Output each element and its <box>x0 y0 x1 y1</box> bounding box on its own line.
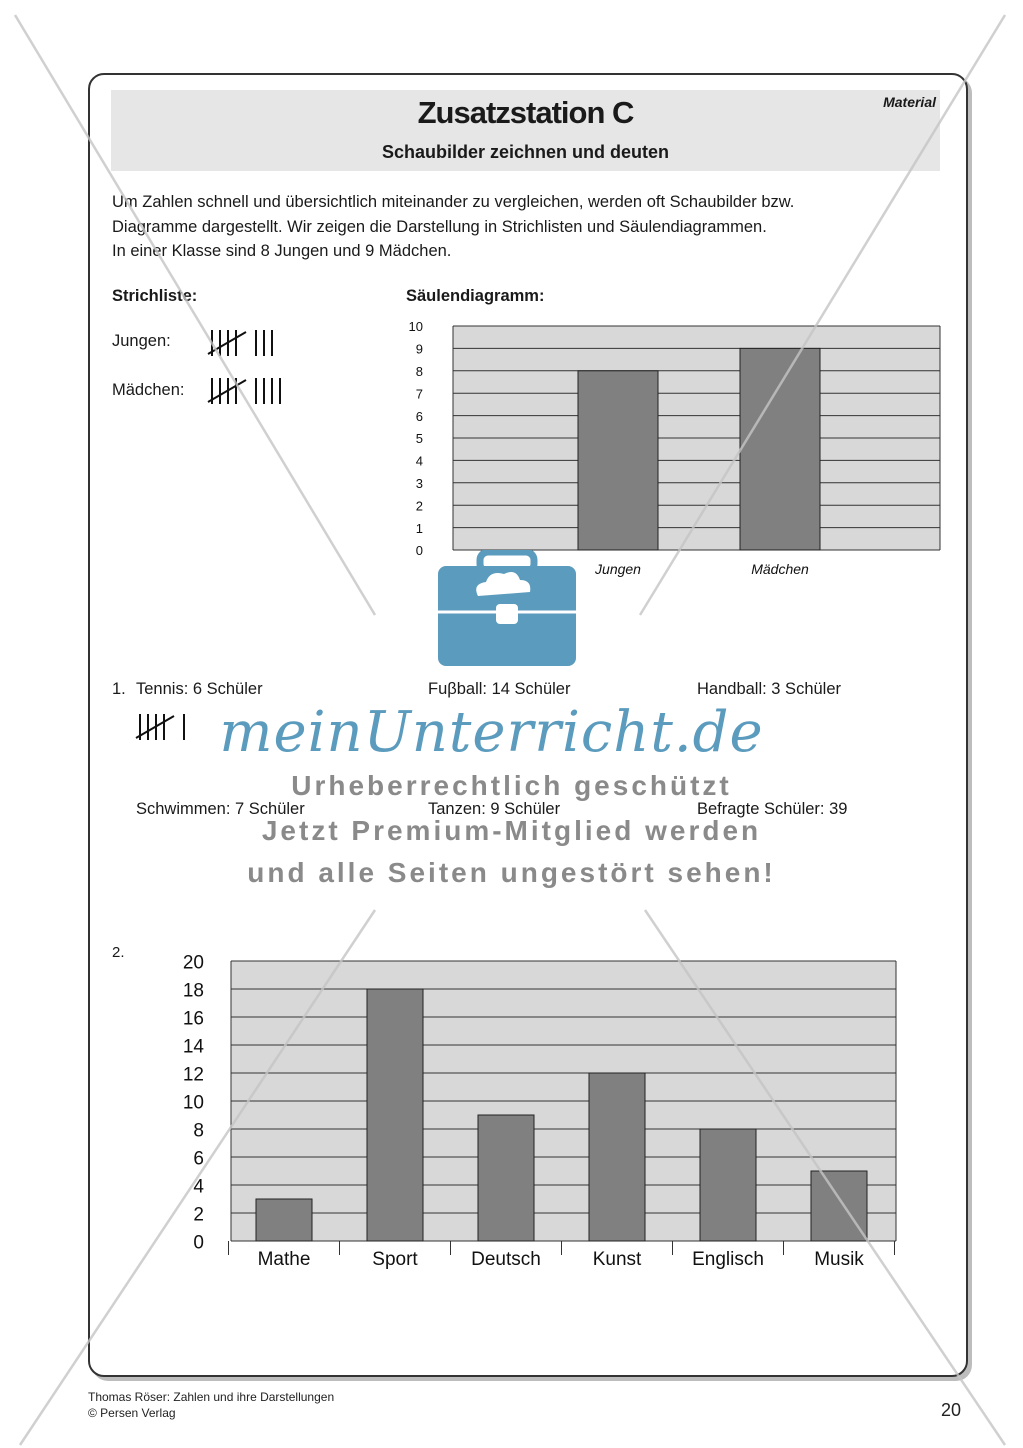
y-tick-label: 8 <box>193 1120 204 1142</box>
y-tick-label: 2 <box>415 498 423 514</box>
y-tick-label: 0 <box>415 543 423 559</box>
x-category-label: Musik <box>814 1249 864 1270</box>
bar <box>740 348 820 550</box>
bar <box>700 1129 756 1241</box>
intro-line: Um Zahlen schnell und übersichtlich miteinander zu vergleichen, werden oft Schaubilder bzw. <box>112 193 795 211</box>
briefcase-icon <box>436 550 578 668</box>
page-title: Zusatzstation C <box>417 95 634 130</box>
y-tick-label: 4 <box>193 1176 204 1198</box>
watermark-line: und alle Seiten ungestört sehen! <box>247 857 776 888</box>
task1-item: Tanzen: 9 Schüler <box>428 800 561 818</box>
y-tick-label: 7 <box>415 386 423 402</box>
x-category-label: Sport <box>372 1249 418 1270</box>
x-category-label: Deutsch <box>471 1249 541 1270</box>
y-tick-label: 6 <box>415 408 423 424</box>
material-tag: Material <box>883 94 936 110</box>
task2-number: 2. <box>112 944 125 961</box>
x-category-label: Kunst <box>592 1249 642 1270</box>
x-category-label: Mädchen <box>751 561 809 577</box>
y-tick-label: 1 <box>415 520 423 536</box>
y-tick-label: 18 <box>182 980 204 1002</box>
tally-marks-jungen <box>206 324 296 362</box>
watermark-line: Jetzt Premium-Mitglied werden <box>261 815 762 846</box>
tally-label-maedchen: Mädchen: <box>112 381 185 399</box>
watermark-line: Urheberrechtlich geschützt <box>291 770 732 801</box>
footer-author: Thomas Röser: Zahlen und ihre Darstellungen <box>88 1390 335 1404</box>
task1-item: Fuβball: 14 Schüler <box>428 680 571 698</box>
y-tick-label: 6 <box>193 1148 204 1170</box>
y-tick-label: 14 <box>182 1036 204 1058</box>
strichliste-label: Strichliste: <box>112 287 198 305</box>
y-tick-label: 8 <box>415 364 423 379</box>
y-tick-label: 12 <box>182 1064 204 1086</box>
bar <box>367 989 423 1241</box>
page-number: 20 <box>941 1400 962 1420</box>
x-category-label: Mathe <box>257 1249 311 1270</box>
tally-label-jungen: Jungen: <box>112 332 171 350</box>
intro-text <box>112 190 922 264</box>
y-tick-label: 20 <box>182 952 204 974</box>
y-tick-label: 0 <box>193 1232 204 1254</box>
watermark-brand: meinUnterricht.de <box>219 700 764 765</box>
bar <box>478 1115 534 1241</box>
y-tick-label: 16 <box>182 1008 204 1030</box>
bar-chart-class <box>395 320 955 580</box>
task1-item: Befragte Schüler: 39 <box>697 800 848 818</box>
task1-item: Schwimmen: 7 Schüler <box>136 800 305 818</box>
x-category-label: Jungen <box>595 561 641 577</box>
y-tick-label: 9 <box>415 341 423 357</box>
y-tick-label: 5 <box>415 431 423 447</box>
y-tick-label: 2 <box>193 1204 204 1226</box>
footer-publisher: © Persen Verlag <box>88 1406 176 1420</box>
task1-item: Tennis: 6 Schüler <box>136 680 263 698</box>
task1-item: Handball: 3 Schüler <box>697 680 842 698</box>
x-category-label: Englisch <box>692 1249 764 1270</box>
bar <box>589 1073 645 1241</box>
intro-line: Diagramme dargestellt. Wir zeigen die Darstellung in Strichlisten und Säulendiagrammen. <box>112 217 767 236</box>
diagram-label: Säulendiagramm: <box>406 287 545 305</box>
y-tick-label: 10 <box>182 1092 204 1114</box>
bar-chart-subjects <box>150 935 920 1280</box>
y-tick-label: 4 <box>415 453 423 469</box>
bar <box>256 1199 312 1241</box>
y-tick-label: 10 <box>408 320 423 335</box>
header-band <box>111 90 940 171</box>
bar <box>811 1171 867 1241</box>
bar <box>578 371 658 550</box>
intro-line: In einer Klasse sind 8 Jungen und 9 Mädchen. <box>112 242 452 260</box>
tally-marks-maedchen <box>206 372 296 410</box>
page-subtitle: Schaubilder zeichnen und deuten <box>381 142 670 162</box>
task1-number: 1. <box>112 680 126 698</box>
y-tick-label: 3 <box>415 476 423 491</box>
